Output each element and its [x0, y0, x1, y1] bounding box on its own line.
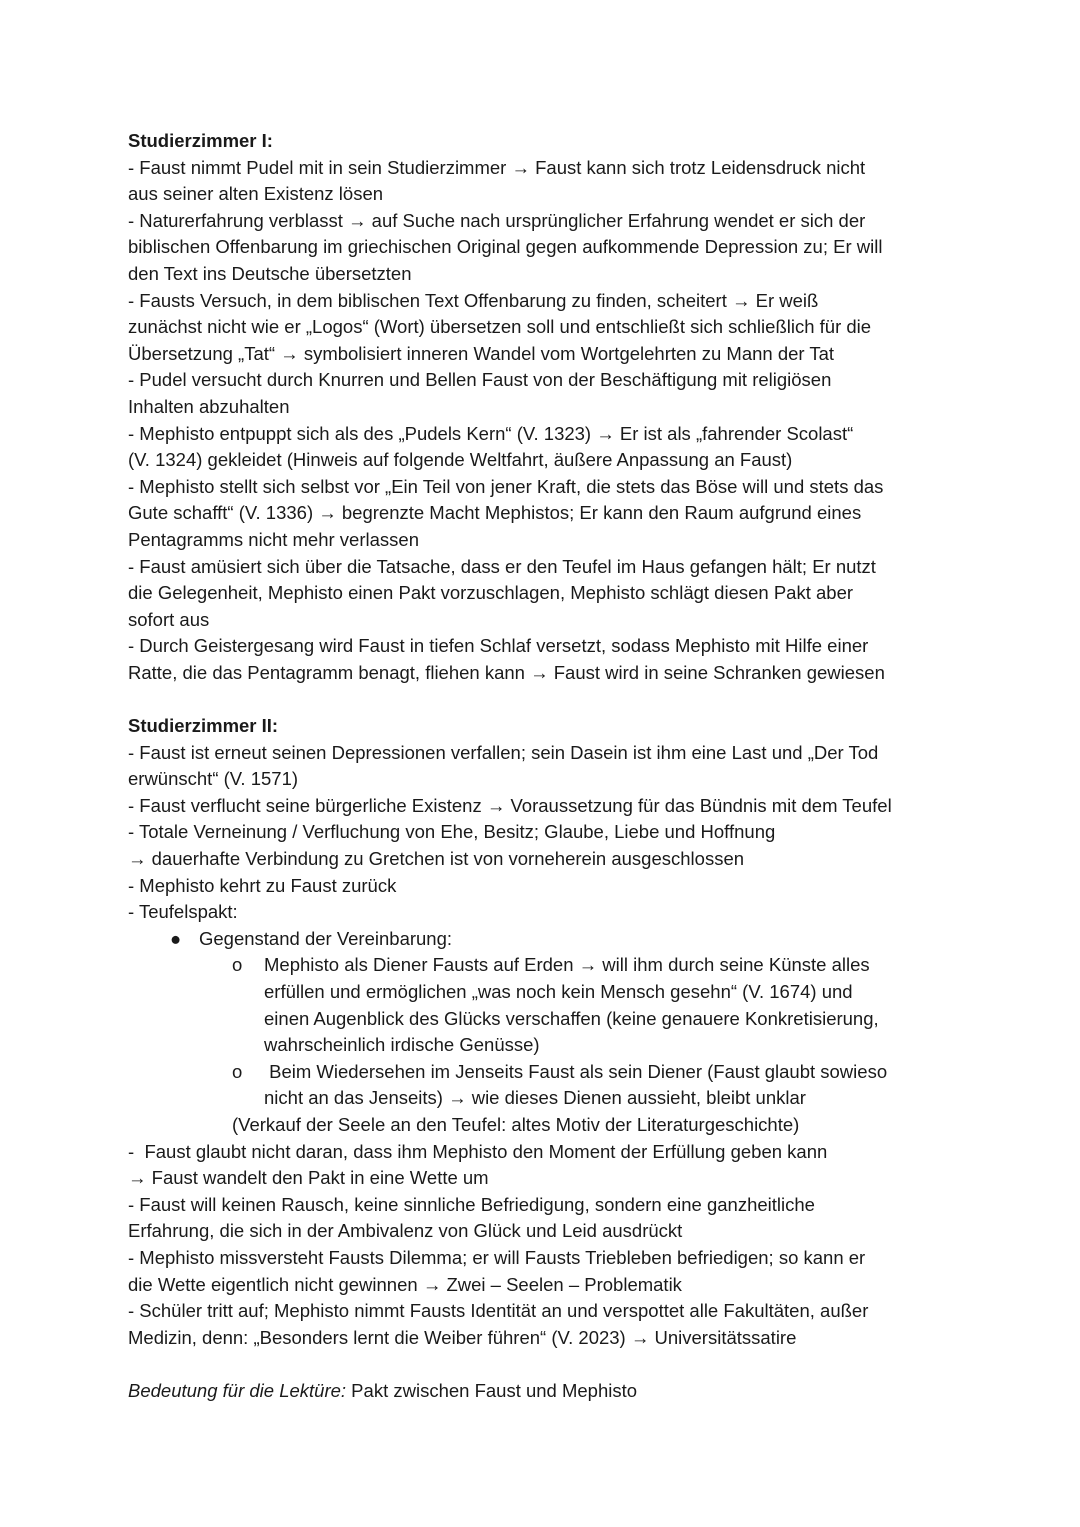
text-line: die Wette eigentlich nicht gewinnen → Zwei – Seelen – Problematik — [128, 1273, 682, 1295]
closing-label: Bedeutung für die Lektüre: — [128, 1379, 347, 1401]
sub-bullet-marker: o — [232, 1060, 243, 1082]
text-line: - Totale Verneinung / Verfluchung von Ehe, Besitz; Glaube, Liebe und Hoffnung — [128, 821, 776, 843]
text-line: → dauerhafte Verbindung zu Gretchen ist von vorneherein ausgeschlossen — [128, 848, 745, 870]
text-line: - Faust will keinen Rausch, keine sinnliche Befriedigung, sondern eine ganzheitliche — [128, 1193, 815, 1215]
text-line: Erfahrung, die sich in der Ambivalenz von Glück und Leid ausdrückt — [128, 1220, 683, 1242]
text-line: Übersetzung „Tat“ → symbolisiert inneren Wandel vom Wortgelehrten zu Mann der Tat — [128, 342, 835, 364]
sub-bullet-text: Beim Wiedersehen im Jenseits Faust als sein Diener (Faust glaubt sowieso — [264, 1060, 888, 1082]
section-body — [128, 155, 970, 687]
text-line: Inhalten abzuhalten — [128, 395, 290, 417]
bullet-text: Gegenstand der Vereinbarung: — [199, 927, 453, 949]
text-line: den Text ins Deutsche übersetzten — [128, 262, 412, 284]
text-line: Gute schafft“ (V. 1336) → begrenzte Macht Mephistos; Er kann den Raum aufgrund eines — [128, 502, 862, 524]
section-body — [128, 740, 970, 1352]
text-line: - Faust ist erneut seinen Depressionen verfallen; sein Dasein ist ihm eine Last und „Der Tod — [128, 741, 879, 763]
sub-bullet-continuation: wahrscheinlich irdische Genüsse) — [264, 1034, 540, 1056]
paragraph-gap — [128, 1351, 970, 1378]
sub-bullet-continuation: nicht an das Jenseits) → wie dieses Dienen aussieht, bleibt unklar — [264, 1087, 806, 1109]
closing-line — [128, 1378, 970, 1405]
note-line: (Verkauf der Seele an den Teufel: altes Motiv der Literaturgeschichte) — [232, 1113, 800, 1135]
sub-bullet-item — [128, 952, 970, 979]
text-line: - Faust amüsiert sich über die Tatsache, dass er den Teufel im Haus gefangen hält; Er nutzt — [128, 555, 876, 577]
text-line: - Fausts Versuch, in dem biblischen Text Offenbarung zu finden, scheitert → Er weiß — [128, 289, 819, 311]
text-line: - Mephisto stellt sich selbst vor „Ein Teil von jener Kraft, die stets das Böse will und stets das — [128, 475, 884, 497]
section-studierzimmer-1 — [128, 128, 970, 686]
bullet-marker: ● — [170, 927, 182, 949]
sub-bullet-text: Mephisto als Diener Fausts auf Erden → will ihm durch seine Künste alles — [264, 954, 870, 976]
text-line: - Faust nimmt Pudel mit in sein Studierzimmer → Faust kann sich trotz Leidensdruck nicht — [128, 156, 866, 178]
text-line: erwünscht“ (V. 1571) — [128, 768, 299, 790]
text-line: Ratte, die das Pentagramm benagt, fliehen kann → Faust wird in seine Schranken gewiesen — [128, 661, 885, 683]
text-line: aus seiner alten Existenz lösen — [128, 183, 384, 205]
text-line: sofort aus — [128, 608, 210, 630]
sub-bullet-continuation: erfüllen und ermöglichen „was noch kein Mensch gesehn“ (V. 1674) und — [264, 981, 853, 1002]
text-line: - Mephisto missversteht Fausts Dilemma; er will Fausts Triebleben befriedigen; so kann er — [128, 1246, 866, 1268]
section-heading: Studierzimmer I: — [128, 130, 273, 151]
sub-bullet-item — [128, 1059, 970, 1086]
text-line: Pentagramms nicht mehr verlassen — [128, 528, 419, 550]
text-line: (V. 1324) gekleidet (Hinweis auf folgende Weltfahrt, äußere Anpassung an Faust) — [128, 449, 793, 471]
paragraph-gap — [128, 686, 970, 713]
text-line: - Pudel versucht durch Knurren und Bellen Faust von der Beschäftigung mit religiösen — [128, 369, 832, 391]
text-line: - Faust verflucht seine bürgerliche Existenz → Voraussetzung für das Bündnis mit dem Teufel — [128, 794, 892, 816]
text-line: Medizin, denn: „Besonders lernt die Weiber führen“ (V. 2023) → Universitätssatire — [128, 1326, 797, 1348]
closing-text: Pakt zwischen Faust und Mephisto — [346, 1379, 638, 1401]
section-studierzimmer-2 — [128, 713, 970, 1351]
text-line: → Faust wandelt den Pakt in eine Wette um — [128, 1167, 489, 1189]
text-line: - Mephisto kehrt zu Faust zurück — [128, 874, 397, 896]
text-line: die Gelegenheit, Mephisto einen Pakt vorzuschlagen, Mephisto schlägt diesen Pakt aber — [128, 582, 854, 604]
text-line: - Durch Geistergesang wird Faust in tiefen Schlaf versetzt, sodass Mephisto mit Hilfe einer — [128, 635, 869, 657]
section-heading: Studierzimmer II: — [128, 715, 279, 737]
text-line: - Mephisto entpuppt sich als des „Pudels Kern“ (V. 1323) → Er ist als „fahrender Scolast“ — [128, 422, 854, 444]
text-line: - Teufelspakt: — [128, 901, 238, 923]
text-line: biblischen Offenbarung im griechischen Original gegen aufkommende Depression zu; Er will — [128, 236, 883, 258]
sub-bullet-marker: o — [232, 954, 243, 976]
text-line: zunächst nicht wie er „Logos“ (Wort) übersetzen soll und entschließt sich schließlich für die — [128, 316, 872, 338]
text-line: - Naturerfahrung verblasst → auf Suche nach ursprünglicher Erfahrung wendet er sich der — [128, 209, 866, 231]
bullet-item — [128, 926, 970, 953]
sub-bullet-continuation: einen Augenblick des Glücks verschaffen (keine genauere Konkretisierung, — [264, 1007, 879, 1029]
text-line: - Faust glaubt nicht daran, dass ihm Mephisto den Moment der Erfüllung geben kann — [128, 1140, 828, 1162]
text-line: - Schüler tritt auf; Mephisto nimmt Fausts Identität an und verspottet alle Fakultäten, außer — [128, 1300, 869, 1322]
